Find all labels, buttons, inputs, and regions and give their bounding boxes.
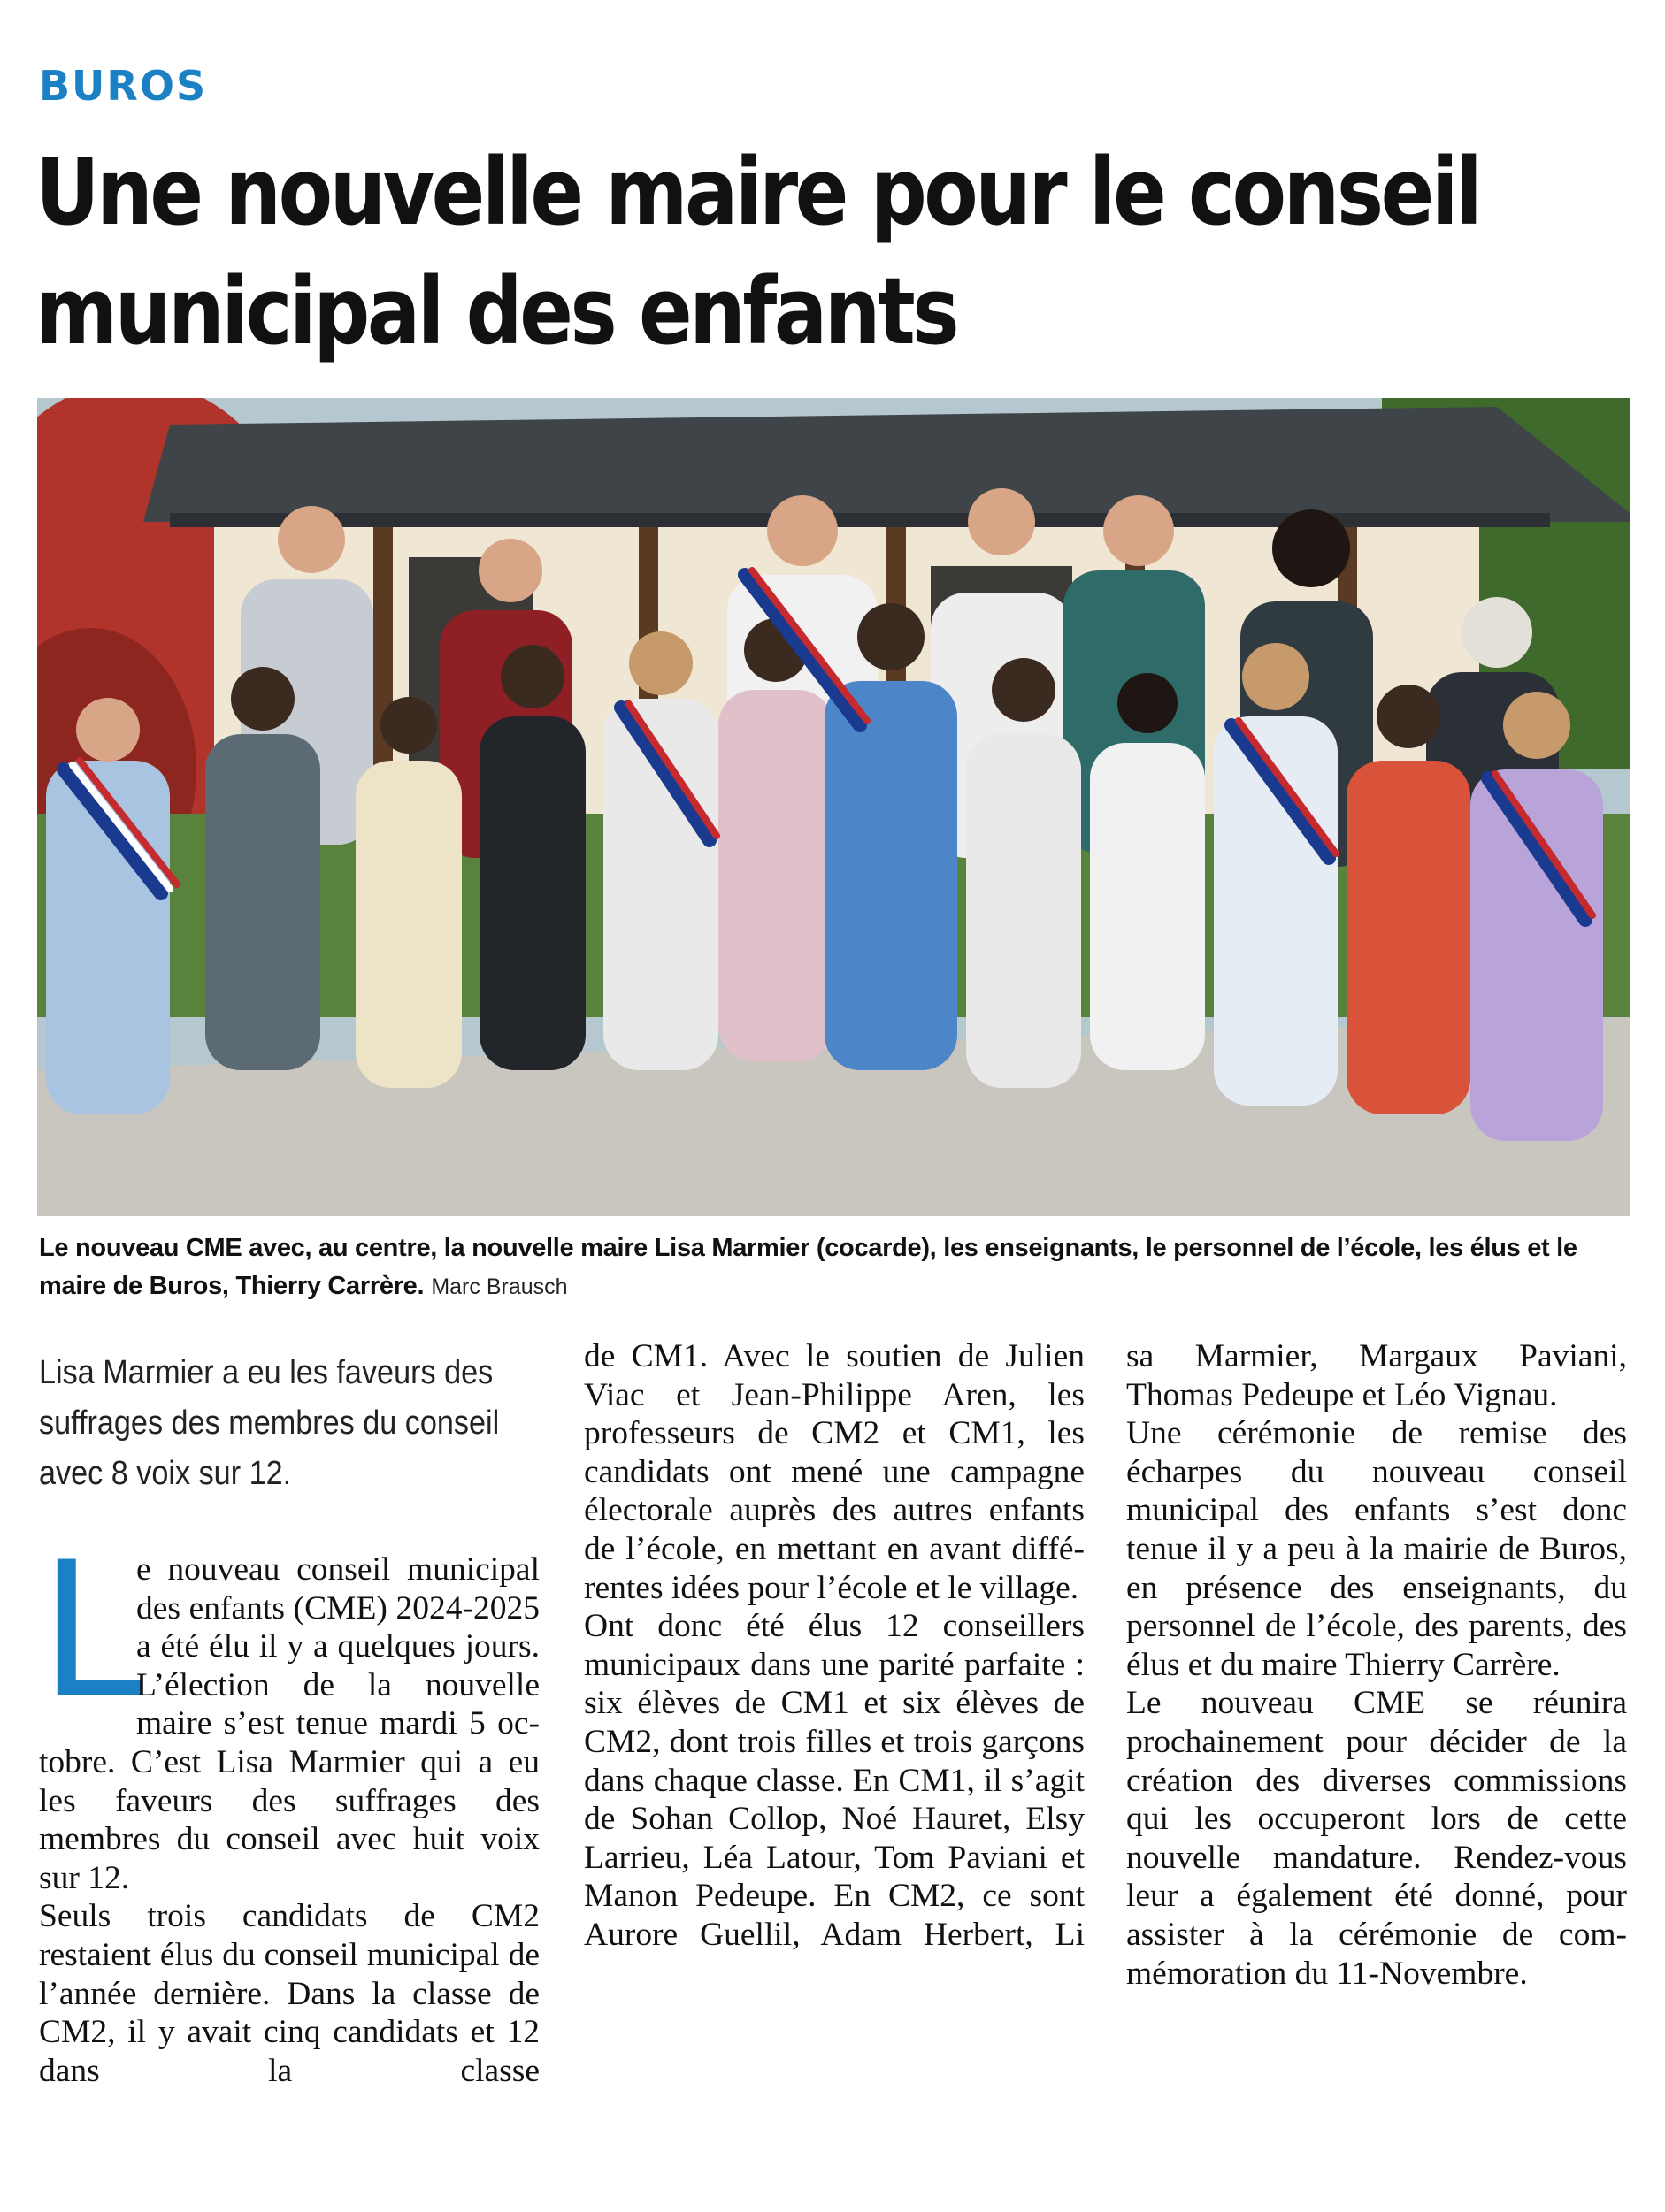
group-photo-illustration	[37, 398, 1630, 1216]
column-3	[1126, 1337, 1627, 1993]
article-lead: Lisa Marmier a eu les faveurs des suffrages des membres du conseil avec 8 voix sur 12.	[39, 1354, 500, 1492]
photo-credit: Marc Brausch	[431, 1274, 568, 1299]
paragraph-4: Une cérémonie de remise des écharpes du nouveau conseil municipal des enfants s’est donc tenue il y a peu à la mairie de Buros, en présence des enseignants, du personnel de l’école, des parents, des élus et du maire Thierry Carrère.	[1126, 1415, 1627, 1683]
column-2	[584, 1337, 1085, 1955]
column-1	[39, 1337, 540, 2090]
group-photo	[37, 398, 1630, 1216]
paragraph-3-end: sa Marmier, Margaux Paviani, Thomas Pedeupe et Léo Vignau.	[1126, 1338, 1627, 1413]
article-headline	[35, 133, 1480, 371]
headline-line-2: municipal des enfants	[35, 257, 957, 365]
headline-line-1: Une nouvelle maire pour le conseil	[35, 138, 1480, 246]
caption-text: Le nouveau CME avec, au centre, la nouvelle maire Lisa Marmier (cocarde), les enseignants, le personnel de l’école, les élus et le maire de Buros, Thierry Carrère.	[39, 1234, 1577, 1300]
paragraph-5: Le nouveau CME se réunira prochainement pour décider de la création des diverses commissions qui les occuperont lors de cette nouvelle mandature. Rendez-vous leur a également été donné, pour assister à la cérémonie de commémoration du 11-Novembre.	[1126, 1685, 1627, 1992]
photo-caption	[39, 1229, 1631, 1306]
section-kicker: BUROS	[39, 62, 208, 110]
paragraph-3-start: Ont donc été élus 12 conseillers municipaux dans une parité parfaite : six élèves de CM1 et six élèves de CM2, dont trois filles et trois garçons dans chaque classe. En CM1, il s’agit de Sohan Collop, Noé Hauret, Elsy Larrieu, Léa Latour, Tom Paviani et Manon Pedeupe. En CM2, ce sont Aurore Guellil, Adam Herbert, Li	[584, 1608, 1085, 1953]
drop-cap: L	[39, 1521, 144, 1740]
paragraph-1: L e nouveau conseil municipal des enfants (CME) 2024-2025 a été élu il y a quelques jours. L’élection de la nouvelle maire s’est tenue mardi 5 octobre. C’est Lisa Marmier qui a eu les faveurs des suffrages des membres du conseil avec huit voix sur 12.	[39, 1521, 540, 1896]
paragraph-2-end: de CM1. Avec le soutien de Julien Viac et Jean-Philippe Aren, les professeurs de CM2 et CM1, les candidats ont mené une campagne électorale auprès des autres enfants de l’école, en mettant en avant différentes idées pour l’école et le village.	[584, 1338, 1085, 1606]
paragraph-2-start: Seuls trois candidats de CM2 restaient élus du conseil municipal de l’année dernière. Dans la classe de CM2, il y avait cinq candidats et 12 dans la classe	[39, 1898, 540, 2089]
